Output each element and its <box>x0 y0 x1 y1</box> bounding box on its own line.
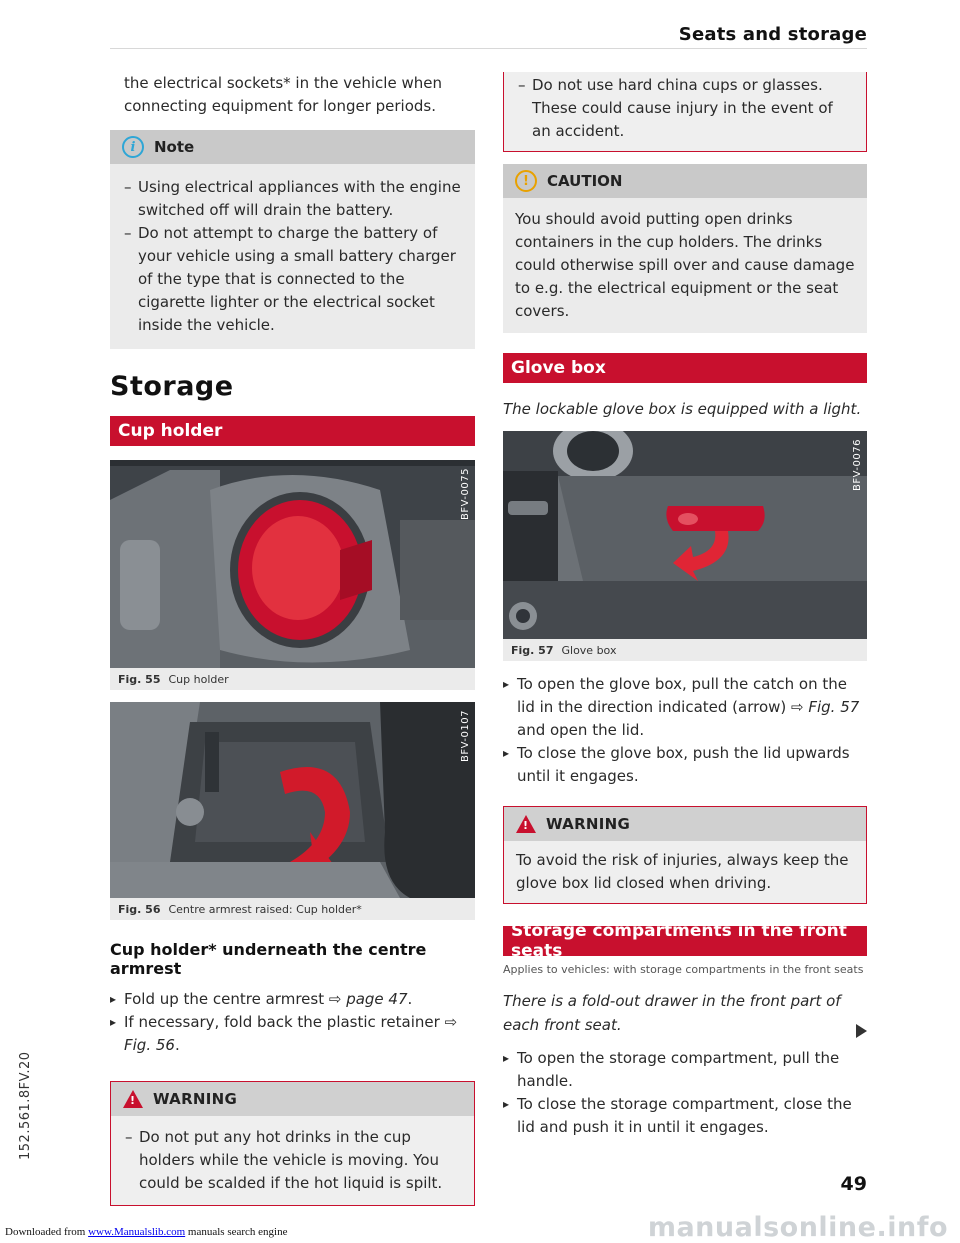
figure-caption <box>110 668 475 690</box>
warning-text: To avoid the risk of injuries, always keep the glove box lid closed when driving. <box>516 851 849 892</box>
warning-title: WARNING <box>546 815 631 833</box>
step-item <box>503 742 867 788</box>
figure-code: BFV-0075 <box>460 468 471 520</box>
manualslib-link[interactable]: www.Manualslib.com <box>88 1226 186 1238</box>
warning-icon: ! <box>123 1090 143 1108</box>
step-text: If necessary, fold back the plastic retainer <box>124 1013 440 1031</box>
figure-caption-text: Glove box <box>561 643 617 657</box>
warning-box <box>503 806 867 904</box>
right-column <box>503 72 867 1139</box>
cross-reference-link[interactable]: ⇨ Fig. 56 <box>124 1013 458 1054</box>
page-number: 49 <box>840 1173 867 1195</box>
warning-header <box>111 1082 474 1116</box>
warning-title: WARNING <box>153 1090 238 1108</box>
cross-reference-link[interactable]: ⇨ Fig. 57 <box>791 698 860 716</box>
figure-caption-text: Centre armrest raised: Cup holder* <box>168 902 362 916</box>
glove-steps-list <box>503 673 867 788</box>
figure-code: BFV-0076 <box>852 439 863 491</box>
intro-text: the electrical sockets* in the vehicle when connecting equipment for longer periods. <box>124 74 442 115</box>
caution-icon: ! <box>515 170 537 192</box>
figure-number: Fig. 56 <box>118 902 161 916</box>
step-end: and open the lid. <box>517 721 645 739</box>
subsection-heading: Cup holder* underneath the centre armrest <box>110 940 427 978</box>
note-header <box>110 130 475 164</box>
section-bar-cup-holder: Cup holder <box>110 416 475 446</box>
footer-prefix: Downloaded from <box>5 1226 86 1238</box>
left-column <box>110 72 475 1206</box>
figure-glove-box <box>503 431 867 639</box>
figure-cup-holder <box>110 460 475 668</box>
step-text: Fold up the centre armrest <box>124 990 325 1008</box>
caution-title: CAUTION <box>547 172 623 190</box>
warning-item: – Do not use hard china cups or glasses. These could cause injury in the event of an accident. <box>518 74 854 143</box>
glove-box-illustration <box>503 431 867 639</box>
download-footer <box>5 1226 287 1238</box>
storage-intro: There is a fold-out drawer in the front part of each front seat. <box>503 992 841 1034</box>
section-bar-glove-box: Glove box <box>503 353 867 383</box>
figure-number: Fig. 55 <box>118 672 161 686</box>
step-item: ▸ To open the storage compartment, pull the handle. <box>503 1047 867 1093</box>
cup-holder-illustration <box>110 460 475 668</box>
step-item <box>503 673 867 742</box>
warning-item: – Do not put any hot drinks in the cup holders while the vehicle is moving. You could be scalded if the hot liquid is spilt. <box>125 1126 462 1195</box>
step-text: To open the glove box, pull the catch on the lid in the direction indicated (arrow) <box>517 675 847 716</box>
figure-caption <box>503 639 867 661</box>
document-code: 152.561.8FV.20 <box>18 1051 33 1160</box>
note-item: – Using electrical appliances with the engine switched off will drain the battery. <box>124 176 463 222</box>
continued-arrow-icon <box>856 1024 867 1038</box>
step-item <box>110 988 475 1011</box>
warning-icon: ! <box>516 815 536 833</box>
section-heading-storage: Storage <box>110 371 234 402</box>
applies-to-note: Applies to vehicles: with storage compartments in the front seats <box>503 963 864 976</box>
figure-armrest-cup-holder <box>110 702 475 898</box>
section-bar-storage-compartments: Storage compartments in the front seats <box>503 926 867 956</box>
storage-steps-list <box>503 1047 867 1139</box>
note-item: – Do not attempt to charge the battery of your vehicle using a small battery charger of the type that is connected to the cigarette lighter or the electrical socket inside the vehicle. <box>124 222 463 337</box>
warning-box-continued <box>503 72 867 152</box>
figure-caption <box>110 898 475 920</box>
steps-list <box>110 988 475 1057</box>
armrest-cup-holder-illustration <box>110 702 475 898</box>
warning-header <box>504 807 866 841</box>
footer-suffix: manuals search engine <box>187 1226 288 1238</box>
figure-caption-text: Cup holder <box>168 672 229 686</box>
step-text: To close the glove box, push the lid upwards until it engages. <box>517 744 850 785</box>
note-box <box>110 130 475 349</box>
note-title: Note <box>154 138 195 156</box>
running-header: Seats and storage <box>678 24 867 45</box>
figure-number: Fig. 57 <box>511 643 554 657</box>
header-rule <box>110 48 867 49</box>
caution-header <box>503 164 867 198</box>
caution-text: You should avoid putting open drinks containers in the cup holders. The drinks could otherwise spill over and cause damage to e.g. the electrical equipment or the seat covers. <box>515 210 855 320</box>
step-end: . <box>174 1036 180 1054</box>
cross-reference-link[interactable]: ⇨ page 47 <box>328 990 408 1008</box>
step-end: . <box>407 990 413 1008</box>
step-item <box>110 1011 475 1057</box>
glove-box-intro: The lockable glove box is equipped with a light. <box>503 400 862 418</box>
info-icon: i <box>122 136 144 158</box>
warning-box <box>110 1081 475 1206</box>
step-item: ▸ To close the storage compartment, close the lid and push it in until it engages. <box>503 1093 867 1139</box>
caution-box <box>503 164 867 333</box>
watermark: manualsonline.info <box>647 1212 948 1243</box>
figure-code: BFV-0107 <box>460 710 471 762</box>
